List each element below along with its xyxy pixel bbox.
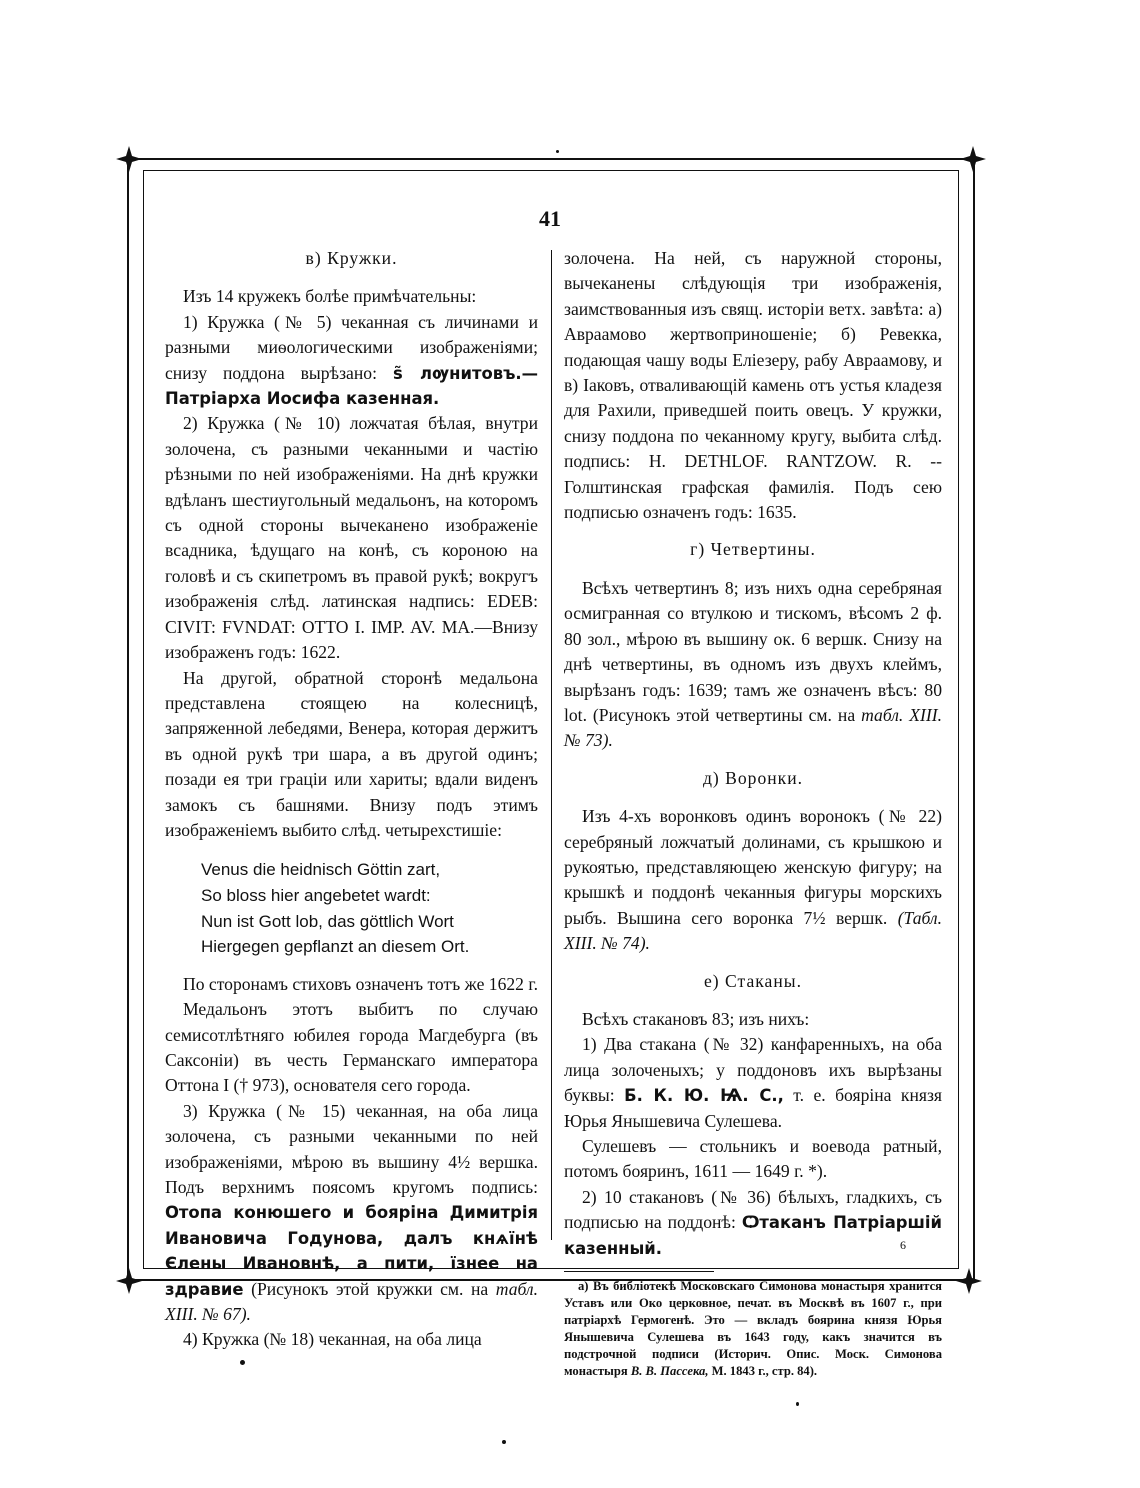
stakany-2-text: 2) 10 стакановъ (№ 36) бѣлыхъ, гладкихъ, съ подписью на поддонѣ: xyxy=(564,1186,942,1233)
verse-line: Venus die heidnisch Göttin zart, xyxy=(201,860,441,880)
paragraph-stakany-intro: Всѣхъ стакановъ 83; изъ нихъ: xyxy=(582,1008,810,1029)
corner-ornament-icon xyxy=(958,144,988,174)
left-column xyxy=(165,246,538,1353)
paragraph-medal-note: Медальонъ этотъ выбитъ по случаю семисотлѣтняго юбилея города Магдебурга (въ Саксоніи) въ честь Германскаго императора Оттона I († 973), основателя сего города. xyxy=(165,999,538,1096)
print-speck xyxy=(502,1440,506,1444)
item-1-inscription: ѕ̃ лѹнитовъ.—Патріарха Иосифа казенная. xyxy=(165,363,539,409)
item-3-text: 3) Кружка (№ 15) чеканная, на оба лица золочена, съ разными чеканными по ней изображеніями, мѣрою въ вышину 4½ вершка. Подъ верхнимъ поясомъ кругомъ подпись: xyxy=(165,1100,538,1197)
verse-line: So bloss hier angebetet wardt: xyxy=(201,885,431,905)
stakany-1-end: т. е. бояріна князя Юрья Янышевича Сулешева. xyxy=(564,1085,943,1131)
stakany-1-text: 1) Два стакана (№ 32) канфаренныхъ, на оба лица золоченыхъ; у поддоновъ ихъ вырѣзаны буквы: xyxy=(564,1034,942,1106)
stakany-1-letters: Б. К. Ю. Ѩ. С., xyxy=(624,1086,784,1106)
chetvertiny-text: Всѣхъ четвертинъ 8; изъ нихъ одна серебряная осмигранная со втулкою и тискомъ, вѣсомъ 2 ф. 80 зол., мѣрою въ вышину ок. 6 вершк. Снизу на днѣ четвертины, въ одномъ изъ двухъ клеймъ, вырѣзанъ годъ: 1639; тамъ же означенъ вѣсъ: 80 lot. (Рисунокъ этой четвертины см. на xyxy=(564,577,942,725)
item-3-inscription: Отопа конюшего и бояріна Димитрія Ивановича Годунова, далъ кнѧїнѣ Єлены Ивановнѣ, а пити, їзнее на здравие xyxy=(165,1203,538,1299)
stakany-2-inscription: Ѻтаканъ Патріаршій казенный. xyxy=(564,1213,942,1258)
paragraph-item-4: 4) Кружка (№ 18) чеканная, на оба лица xyxy=(183,1329,482,1350)
footnote-author: В. В. Пассека, xyxy=(630,1364,709,1379)
paragraph-chetvertiny xyxy=(564,576,942,754)
paragraph-item-3 xyxy=(165,1099,538,1328)
corner-ornament-icon xyxy=(114,144,144,174)
footnote-separator xyxy=(564,1271,714,1272)
print-speck xyxy=(240,1360,245,1365)
footnote-end: М. 1843 г., стр. 84). xyxy=(711,1364,818,1379)
item-3-figure: (Рисунокъ этой кружки см. на xyxy=(251,1278,489,1299)
item-2-latin: EDEB: CIVIT: FVNDAT: OTTO I. IMP. AV. MA. xyxy=(165,591,538,637)
verse-line: Nun ist Gott lob, das göttlich Wort xyxy=(201,911,454,931)
verse-line: Hiergegen gepflanzt an diesem Ort. xyxy=(201,937,470,957)
corner-ornament-icon xyxy=(114,1266,144,1296)
print-speck xyxy=(796,1402,799,1406)
footnote xyxy=(564,1278,942,1380)
verse-block xyxy=(201,857,538,959)
continuation-end: -- Голштинская графская фамилія. Подъ сею подписью означенъ годъ: 1635. xyxy=(564,451,942,523)
chetvertiny-table-ref: табл. XIII. № 73). xyxy=(564,704,942,751)
paragraph-intro: Изъ 14 кружекъ болѣе примѣчательны: xyxy=(183,286,477,307)
page-number: 41 xyxy=(539,206,561,231)
section-heading-kruzhki: в) Кружки. xyxy=(305,248,398,268)
section-heading-stakany: е) Стаканы. xyxy=(703,970,802,991)
corner-ornament-icon xyxy=(954,1266,984,1296)
paragraph-after-verse: По сторонамъ стиховъ означенъ тотъ же 1622 г. xyxy=(183,973,539,994)
paragraph-suleshev: Сулешевъ — стольникъ и воевода ратный, потомъ бояринъ, 1611 — 1649 г. *). xyxy=(564,1136,942,1182)
paragraph-item-2-reverse: На другой, обратной сторонѣ медальона представлена стоящею на колесницѣ, запряженной лебедями, Венера, которая держитъ въ одной рукѣ три шара, а въ другой одинъ; позади ея три граціи или хариты; вдали виденъ замокъ съ башнями. Внизу подъ этимъ изображеніемъ выбито слѣд. четырехстишіе: xyxy=(165,667,538,840)
item-3-table-ref: табл. XIII. № 67). xyxy=(165,1278,538,1324)
footnote-text: а) Въ библіотекѣ Московскаго Симонова монастыря хранится Уставъ или Око церковное, печат. въ Москвѣ въ 1607 г., при патріархѣ Гермогенѣ. Это — вкладъ боярина князя Юрья Янышевича Сулешева въ 1643 году, какъ значится въ подстрочной подписи (Историч. Опис. Моск. Симонова монастыря xyxy=(564,1279,942,1379)
item-2-text: 2) Кружка (№ 10) ложчатая бѣлая, внутри золочена, съ разными чеканными и частію рѣзными по ней изображеніями. На днѣ кружки вдѣланъ шестиугольный медальонъ, на которомъ съ одной стороны вычеканено изображеніе всадника, ѣдущаго на конѣ, съ короною на головѣ и съ скипетромъ въ правой рукѣ; вокругъ изображенія слѣд. латинская надпись: xyxy=(165,413,538,612)
voronki-text: Изъ 4-хъ воронковъ одинъ воронокъ (№ 22) серебряный ложчатый долинами, съ крышкою и рукоятью, представляющею женскую фигуру; на крышкѣ и поддонѣ чеканныя фигуры морскихъ рыбъ. Вышина сего воронка 7½ вершк. xyxy=(564,806,942,928)
continuation-text: золочена. На ней, съ наружной стороны, вычеканены слѣдующія три изображенія, заимствованныя изъ свящ. исторіи ветх. завѣта: а) Авраамово жертвоприношеніе; б) Ревекка, подающая чашу воды Еліезеру, рабу Авраамову, и в) Іаковъ, отваливающій камень отъ устья кладезя для Рахили, приведшей поить овецъ. У кружки, снизу поддона по чеканному кругу, выбита слѣд. подпись: xyxy=(564,248,942,472)
section-heading-chetvertiny: г) Четвертины. xyxy=(690,539,816,560)
continuation-latin: H. DETHLOF. RANTZOW. R. xyxy=(648,451,912,472)
paragraph-voronki xyxy=(564,804,942,956)
right-column xyxy=(564,246,942,1380)
signature-mark: 6 xyxy=(900,1238,906,1252)
paragraph-stakany-2 xyxy=(564,1185,942,1261)
item-2-year: —Внизу изображенъ годъ: 1622. xyxy=(165,616,538,663)
paragraph-item-1 xyxy=(165,310,538,412)
print-speck xyxy=(556,150,559,153)
paragraph-stakany-1 xyxy=(564,1032,942,1134)
voronki-table-ref: (Табл. XIII. № 74). xyxy=(564,907,942,954)
paragraph-continuation xyxy=(564,246,942,525)
section-heading-voronki: д) Воронки. xyxy=(702,767,804,788)
column-divider xyxy=(551,250,552,1240)
item-1-text: 1) Кружка (№ 5) чеканная съ личинами и разными миѳологическими изображеніями; снизу поддона вырѣзано: xyxy=(165,311,538,383)
paragraph-item-2 xyxy=(165,411,538,665)
